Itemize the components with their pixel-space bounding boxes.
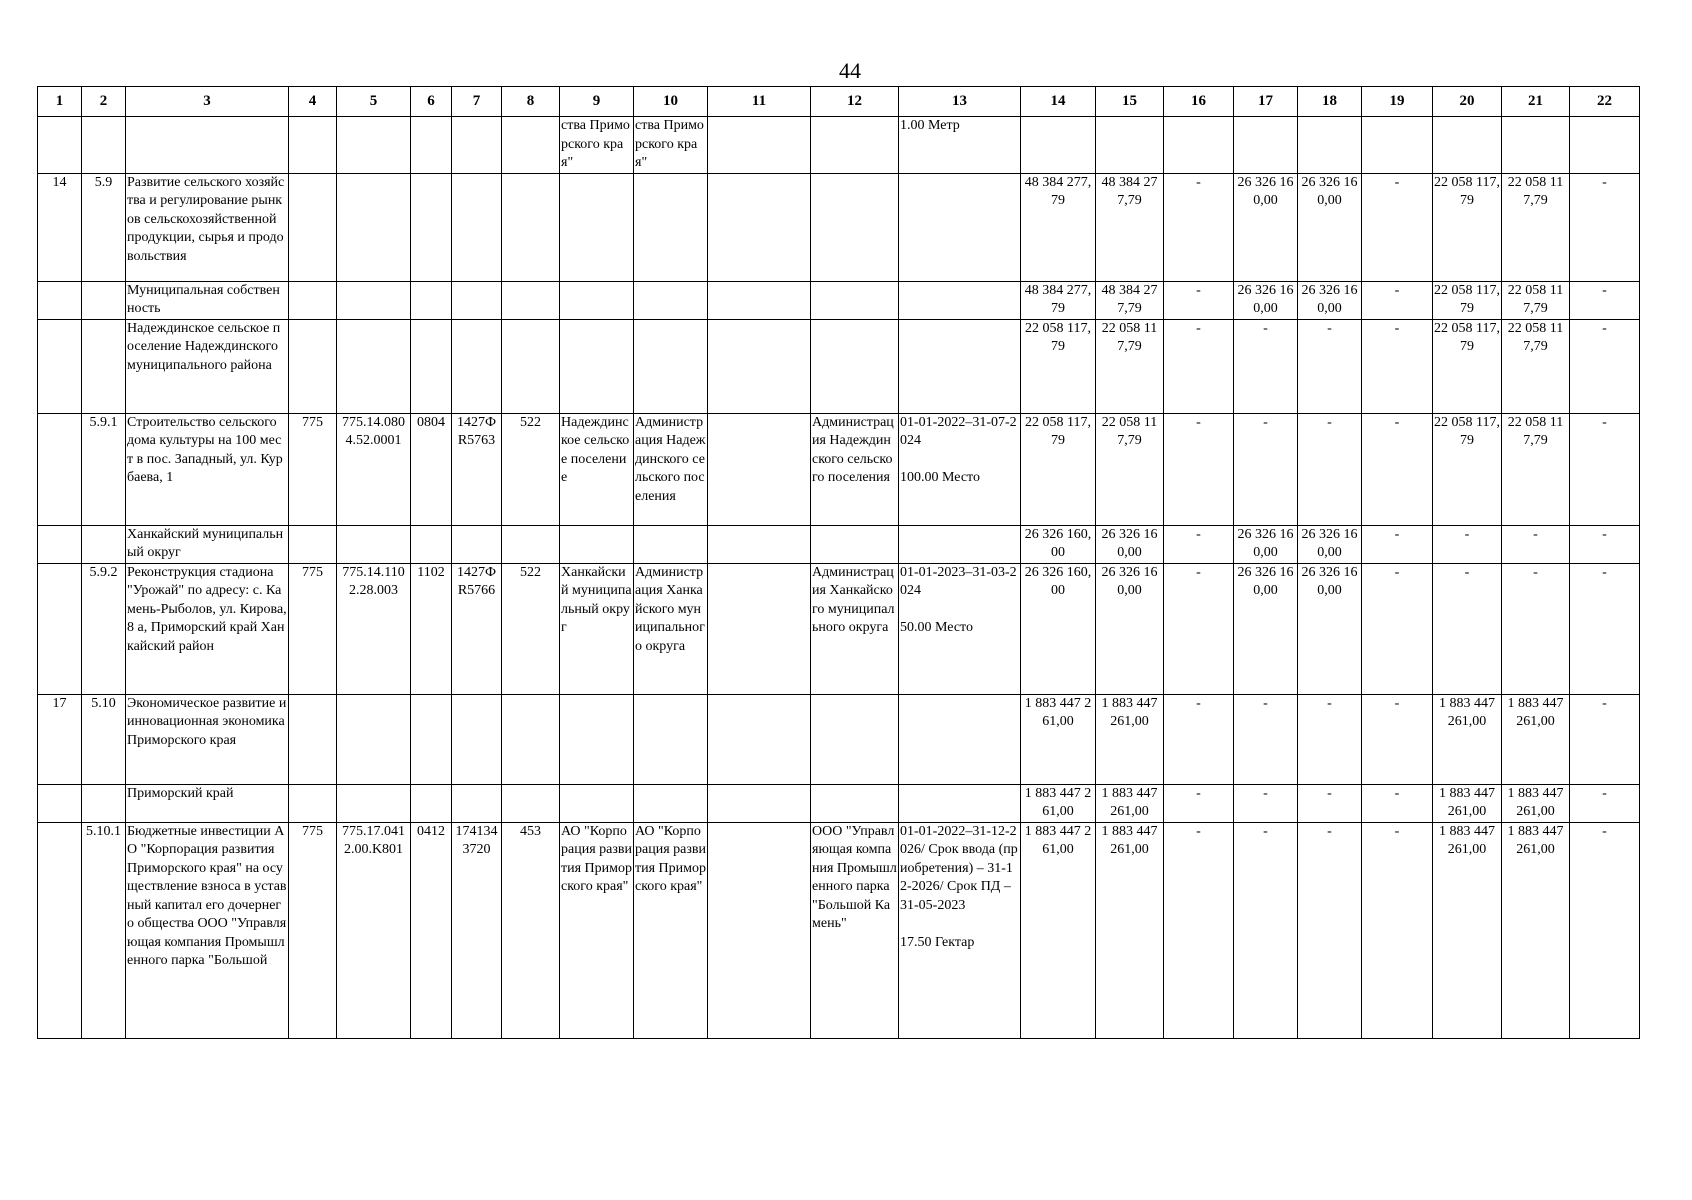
table-cell bbox=[1570, 117, 1640, 174]
table-cell bbox=[337, 784, 411, 822]
table-cell bbox=[811, 281, 899, 319]
header-cell: 8 bbox=[502, 87, 560, 117]
table-cell: - bbox=[1362, 694, 1433, 784]
table-cell bbox=[708, 822, 811, 1038]
table-cell: 522 bbox=[502, 413, 560, 525]
table-row bbox=[38, 563, 1640, 694]
table-cell bbox=[708, 784, 811, 822]
table-cell bbox=[289, 173, 337, 281]
header-cell: 4 bbox=[289, 87, 337, 117]
table-cell: Надеждинское сельское поселение bbox=[560, 413, 634, 525]
table-cell: - bbox=[1164, 413, 1234, 525]
table-cell: 1 883 447 261,00 bbox=[1433, 694, 1502, 784]
table-cell: 1 883 447 261,00 bbox=[1433, 822, 1502, 1038]
table-cell bbox=[411, 173, 452, 281]
table-cell bbox=[708, 281, 811, 319]
table-cell bbox=[502, 281, 560, 319]
header-cell: 10 bbox=[634, 87, 708, 117]
table-cell bbox=[337, 173, 411, 281]
table-cell bbox=[1021, 117, 1096, 174]
table-cell bbox=[502, 117, 560, 174]
table-cell bbox=[708, 525, 811, 563]
table-cell: 48 384 277,79 bbox=[1096, 173, 1164, 281]
table-cell bbox=[708, 563, 811, 694]
table-cell: 22 058 117,79 bbox=[1433, 319, 1502, 413]
table-cell: 1427ФR5763 bbox=[452, 413, 502, 525]
table-cell: 775.14.0804.52.0001 bbox=[337, 413, 411, 525]
table-cell bbox=[708, 319, 811, 413]
table-cell: 1 883 447 261,00 bbox=[1502, 822, 1570, 1038]
table-cell bbox=[560, 281, 634, 319]
table-cell: 14 bbox=[38, 173, 82, 281]
table-cell bbox=[38, 563, 82, 694]
table-cell: 26 326 160,00 bbox=[1234, 281, 1298, 319]
table-cell bbox=[811, 784, 899, 822]
table-cell: - bbox=[1164, 525, 1234, 563]
table-cell bbox=[634, 525, 708, 563]
table-cell: 1741343720 bbox=[452, 822, 502, 1038]
table-row bbox=[38, 784, 1640, 822]
table-cell bbox=[634, 281, 708, 319]
table-cell bbox=[452, 525, 502, 563]
table-cell: - bbox=[1298, 694, 1362, 784]
table-cell bbox=[126, 117, 289, 174]
table-cell bbox=[452, 117, 502, 174]
table-cell: АО "Корпорация развития Приморского края" bbox=[634, 822, 708, 1038]
header-cell: 18 bbox=[1298, 87, 1362, 117]
table-cell: Строительство сельского дома культуры на 100 мест в пос. Западный, ул. Курбаева, 1 bbox=[126, 413, 289, 525]
header-cell: 2 bbox=[82, 87, 126, 117]
table-cell: 22 058 117,79 bbox=[1502, 319, 1570, 413]
table-cell: 775 bbox=[289, 563, 337, 694]
header-cell: 14 bbox=[1021, 87, 1096, 117]
table-cell: - bbox=[1164, 784, 1234, 822]
header-cell: 21 bbox=[1502, 87, 1570, 117]
table-cell bbox=[411, 784, 452, 822]
page-number: 44 bbox=[839, 58, 861, 83]
table-cell bbox=[289, 694, 337, 784]
table-cell: 01-01-2022–31-12-2026/ Срок ввода (приобретения) – 31-12-2026/ Срок ПД – 31-05-2023 17.50 Гектар bbox=[899, 822, 1021, 1038]
table-cell bbox=[899, 525, 1021, 563]
table-cell: Ханкайский муниципальный округ bbox=[560, 563, 634, 694]
table-cell: 1 883 447 261,00 bbox=[1433, 784, 1502, 822]
table-cell: 775 bbox=[289, 413, 337, 525]
header-cell: 3 bbox=[126, 87, 289, 117]
table-cell bbox=[560, 173, 634, 281]
table-cell bbox=[899, 694, 1021, 784]
table-cell: 5.10.1 bbox=[82, 822, 126, 1038]
table-cell: - bbox=[1164, 694, 1234, 784]
header-cell: 11 bbox=[708, 87, 811, 117]
table-cell: АО "Корпорация развития Приморского края" bbox=[560, 822, 634, 1038]
table-cell bbox=[38, 525, 82, 563]
table-cell bbox=[634, 784, 708, 822]
table-cell: - bbox=[1502, 525, 1570, 563]
table-cell bbox=[708, 413, 811, 525]
table-cell: - bbox=[1570, 525, 1640, 563]
table-cell: Развитие сельского хозяйства и регулирование рынков сельскохозяйственной продукции, сырья и продовольствия bbox=[126, 173, 289, 281]
table-cell bbox=[289, 784, 337, 822]
table-cell: 1 883 447 261,00 bbox=[1096, 784, 1164, 822]
table-cell bbox=[899, 173, 1021, 281]
table-cell: - bbox=[1234, 784, 1298, 822]
table-cell: - bbox=[1298, 413, 1362, 525]
table-cell: - bbox=[1298, 784, 1362, 822]
table-cell: 26 326 160,00 bbox=[1234, 173, 1298, 281]
table-cell: 26 326 160,00 bbox=[1298, 525, 1362, 563]
header-cell: 12 bbox=[811, 87, 899, 117]
table-cell: - bbox=[1362, 784, 1433, 822]
table-cell: 775 bbox=[289, 822, 337, 1038]
table-cell bbox=[634, 694, 708, 784]
table-cell bbox=[811, 173, 899, 281]
table-cell: - bbox=[1164, 563, 1234, 694]
table-cell bbox=[411, 525, 452, 563]
table-cell: 26 326 160,00 bbox=[1096, 563, 1164, 694]
table-cell bbox=[1164, 117, 1234, 174]
table-cell: Администрация Ханкайского муниципального округа bbox=[634, 563, 708, 694]
table-cell bbox=[708, 117, 811, 174]
table-cell: - bbox=[1234, 413, 1298, 525]
table-cell: - bbox=[1234, 319, 1298, 413]
table-cell: Администрация Ханкайского муниципального округа bbox=[811, 563, 899, 694]
table-cell bbox=[289, 319, 337, 413]
table-cell bbox=[82, 281, 126, 319]
table-cell bbox=[38, 319, 82, 413]
table-cell bbox=[452, 694, 502, 784]
header-cell: 19 bbox=[1362, 87, 1433, 117]
table-cell bbox=[502, 784, 560, 822]
table-cell: 1 883 447 261,00 bbox=[1021, 784, 1096, 822]
table-cell: 5.9 bbox=[82, 173, 126, 281]
table-cell bbox=[708, 694, 811, 784]
table-cell: 26 326 160,00 bbox=[1234, 563, 1298, 694]
table-cell bbox=[1298, 117, 1362, 174]
table-cell: - bbox=[1234, 822, 1298, 1038]
table-cell: 775.14.1102.28.003 bbox=[337, 563, 411, 694]
header-cell: 6 bbox=[411, 87, 452, 117]
table-row bbox=[38, 281, 1640, 319]
table-cell bbox=[899, 319, 1021, 413]
table-cell bbox=[1502, 117, 1570, 174]
table-cell: 22 058 117,79 bbox=[1433, 281, 1502, 319]
table-cell: 26 326 160,00 bbox=[1096, 525, 1164, 563]
table-cell: - bbox=[1362, 413, 1433, 525]
table-cell: Приморский край bbox=[126, 784, 289, 822]
table-cell bbox=[337, 694, 411, 784]
table-cell: - bbox=[1570, 822, 1640, 1038]
table-cell bbox=[811, 319, 899, 413]
table-cell bbox=[337, 281, 411, 319]
table-cell bbox=[560, 319, 634, 413]
table-cell: - bbox=[1433, 525, 1502, 563]
table-cell: - bbox=[1298, 319, 1362, 413]
header-cell: 17 bbox=[1234, 87, 1298, 117]
header-cell: 9 bbox=[560, 87, 634, 117]
table-cell bbox=[1234, 117, 1298, 174]
table-cell bbox=[38, 117, 82, 174]
table-cell: - bbox=[1164, 319, 1234, 413]
budget-table bbox=[37, 86, 1640, 1039]
table-cell bbox=[1362, 117, 1433, 174]
table-cell: 22 058 117,79 bbox=[1502, 413, 1570, 525]
table-row bbox=[38, 413, 1640, 525]
table-cell bbox=[560, 784, 634, 822]
table-cell: Реконструкция стадиона "Урожай" по адресу: с. Камень-Рыболов, ул. Кирова, 8 а, Приморский край Ханкайский район bbox=[126, 563, 289, 694]
table-row bbox=[38, 822, 1640, 1038]
header-cell: 16 bbox=[1164, 87, 1234, 117]
table-cell: - bbox=[1234, 694, 1298, 784]
table-cell bbox=[411, 117, 452, 174]
table-cell: - bbox=[1362, 173, 1433, 281]
table-cell: - bbox=[1433, 563, 1502, 694]
table-cell bbox=[811, 694, 899, 784]
table-row bbox=[38, 173, 1640, 281]
header-cell: 15 bbox=[1096, 87, 1164, 117]
table-cell bbox=[1433, 117, 1502, 174]
table-cell: 1427ФR5766 bbox=[452, 563, 502, 694]
table-cell bbox=[708, 173, 811, 281]
table-cell: Ханкайский муниципальный округ bbox=[126, 525, 289, 563]
table-cell bbox=[452, 319, 502, 413]
table-cell: - bbox=[1362, 822, 1433, 1038]
table-cell: 22 058 117,79 bbox=[1096, 413, 1164, 525]
table-cell bbox=[899, 281, 1021, 319]
table-cell: Бюджетные инвестиции АО "Корпорация развития Приморского края" на осуществление взноса в уставный капитал его дочернего общества ООО "Управляющая компания Промышленного парка "Большой bbox=[126, 822, 289, 1038]
table-cell bbox=[560, 694, 634, 784]
table-cell: 1 883 447 261,00 bbox=[1502, 784, 1570, 822]
table-cell: 48 384 277,79 bbox=[1021, 173, 1096, 281]
header-cell: 7 bbox=[452, 87, 502, 117]
table-cell: 22 058 117,79 bbox=[1021, 413, 1096, 525]
table-cell: 1102 bbox=[411, 563, 452, 694]
table-cell: Экономическое развитие и инновационная экономика Приморского края bbox=[126, 694, 289, 784]
table-cell: Администрация Надеждинского сельского поселения bbox=[811, 413, 899, 525]
table-cell: 1 883 447 261,00 bbox=[1096, 694, 1164, 784]
table-cell: 22 058 117,79 bbox=[1021, 319, 1096, 413]
table-row bbox=[38, 117, 1640, 174]
table-cell: - bbox=[1362, 281, 1433, 319]
table-cell: - bbox=[1298, 822, 1362, 1038]
table-cell bbox=[452, 173, 502, 281]
table-cell bbox=[82, 319, 126, 413]
table-cell bbox=[452, 784, 502, 822]
table-cell: 1.00 Метр bbox=[899, 117, 1021, 174]
table-cell: 48 384 277,79 bbox=[1096, 281, 1164, 319]
table-cell bbox=[411, 694, 452, 784]
table-cell: - bbox=[1362, 525, 1433, 563]
table-cell: 22 058 117,79 bbox=[1433, 173, 1502, 281]
table-cell bbox=[337, 117, 411, 174]
table-cell: - bbox=[1570, 173, 1640, 281]
table-cell: 522 bbox=[502, 563, 560, 694]
table-cell: - bbox=[1570, 413, 1640, 525]
table-cell bbox=[82, 525, 126, 563]
table-cell: 17 bbox=[38, 694, 82, 784]
table-cell: 775.17.0412.00.K801 bbox=[337, 822, 411, 1038]
table-cell: 1 883 447 261,00 bbox=[1096, 822, 1164, 1038]
table-cell: 1 883 447 261,00 bbox=[1502, 694, 1570, 784]
table-cell: ООО "Управляющая компания Промышленного парка "Большой Камень" bbox=[811, 822, 899, 1038]
table-cell bbox=[289, 117, 337, 174]
table-row bbox=[38, 694, 1640, 784]
table-cell: - bbox=[1164, 173, 1234, 281]
table-cell bbox=[38, 822, 82, 1038]
table-cell: 01-01-2022–31-07-2024 100.00 Место bbox=[899, 413, 1021, 525]
header-cell: 22 bbox=[1570, 87, 1640, 117]
table-cell: ства Приморского края" bbox=[634, 117, 708, 174]
table-cell: 26 326 160,00 bbox=[1298, 281, 1362, 319]
table-row bbox=[38, 525, 1640, 563]
table-cell: 1 883 447 261,00 bbox=[1021, 694, 1096, 784]
table-cell bbox=[502, 525, 560, 563]
table-cell: - bbox=[1570, 281, 1640, 319]
table-cell: 26 326 160,00 bbox=[1298, 173, 1362, 281]
table-cell: Администрация Надеждинского сельского поселения bbox=[634, 413, 708, 525]
table-cell: - bbox=[1570, 563, 1640, 694]
table-cell bbox=[811, 117, 899, 174]
table-cell bbox=[289, 281, 337, 319]
table-cell: - bbox=[1164, 822, 1234, 1038]
table-cell: 1 883 447 261,00 bbox=[1021, 822, 1096, 1038]
table-cell bbox=[38, 281, 82, 319]
header-row bbox=[38, 87, 1640, 117]
table-cell bbox=[337, 525, 411, 563]
table-cell: - bbox=[1570, 784, 1640, 822]
table-cell bbox=[634, 173, 708, 281]
table-cell bbox=[452, 281, 502, 319]
table-cell: - bbox=[1362, 563, 1433, 694]
table-cell bbox=[82, 784, 126, 822]
table-cell: 453 bbox=[502, 822, 560, 1038]
table-cell bbox=[411, 319, 452, 413]
table-cell: 5.9.1 bbox=[82, 413, 126, 525]
table-cell: - bbox=[1362, 319, 1433, 413]
table-cell: 0804 bbox=[411, 413, 452, 525]
table-cell: 01-01-2023–31-03-2024 50.00 Место bbox=[899, 563, 1021, 694]
table-cell bbox=[82, 117, 126, 174]
header-cell: 1 bbox=[38, 87, 82, 117]
table-cell bbox=[1096, 117, 1164, 174]
table-cell bbox=[38, 413, 82, 525]
table-cell bbox=[899, 784, 1021, 822]
table-cell: 0412 bbox=[411, 822, 452, 1038]
table-cell bbox=[502, 173, 560, 281]
table-cell: ства Приморского края" bbox=[560, 117, 634, 174]
table-cell: 22 058 117,79 bbox=[1433, 413, 1502, 525]
table-cell bbox=[502, 319, 560, 413]
table-cell: 48 384 277,79 bbox=[1021, 281, 1096, 319]
table-cell: 5.9.2 bbox=[82, 563, 126, 694]
table-cell: - bbox=[1164, 281, 1234, 319]
table-cell bbox=[289, 525, 337, 563]
table-cell: 5.10 bbox=[82, 694, 126, 784]
table-cell: 22 058 117,79 bbox=[1502, 281, 1570, 319]
table-cell bbox=[38, 784, 82, 822]
table-cell: - bbox=[1502, 563, 1570, 694]
header-cell: 20 bbox=[1433, 87, 1502, 117]
table-cell: 22 058 117,79 bbox=[1096, 319, 1164, 413]
table-cell bbox=[634, 319, 708, 413]
table-cell: 26 326 160,00 bbox=[1021, 525, 1096, 563]
table-row bbox=[38, 319, 1640, 413]
table-cell: - bbox=[1570, 694, 1640, 784]
header-cell: 5 bbox=[337, 87, 411, 117]
table-cell bbox=[560, 525, 634, 563]
table-cell: Надеждинское сельское поселение Надеждинского муниципального района bbox=[126, 319, 289, 413]
table-cell: 26 326 160,00 bbox=[1234, 525, 1298, 563]
table-cell: Муниципальная собственность bbox=[126, 281, 289, 319]
table-cell: - bbox=[1570, 319, 1640, 413]
table-cell: 22 058 117,79 bbox=[1502, 173, 1570, 281]
table-cell bbox=[411, 281, 452, 319]
table-cell bbox=[811, 525, 899, 563]
table-cell: 26 326 160,00 bbox=[1021, 563, 1096, 694]
table-cell bbox=[337, 319, 411, 413]
table-cell bbox=[502, 694, 560, 784]
table-cell: 26 326 160,00 bbox=[1298, 563, 1362, 694]
header-cell: 13 bbox=[899, 87, 1021, 117]
